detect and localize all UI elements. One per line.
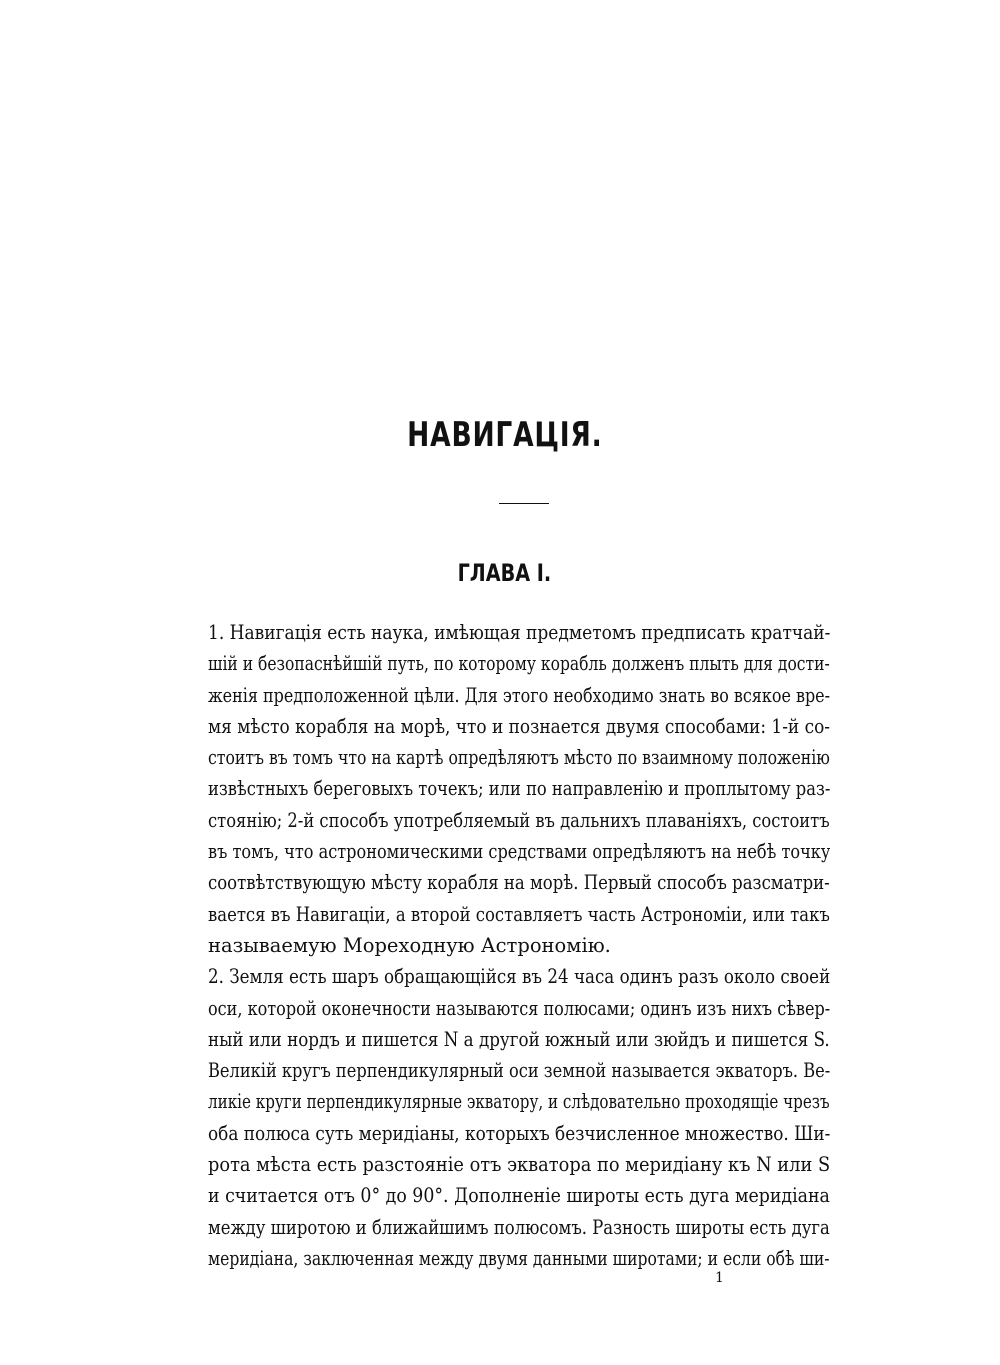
text-line: меридіана, заключенная между двумя данными широтами; и если обѣ ши- <box>208 1246 830 1270</box>
text-line: 2. Земля есть шаръ обращающійся въ 24 часа одинъ разъ около своей <box>208 965 830 989</box>
text-line: оба полюса суть меридіаны, которыхъ безчисленное множество. Ши- <box>208 1121 830 1145</box>
text-line: рота мѣста есть разстояніе отъ экватора по меридіану къ N или S <box>208 1153 830 1177</box>
text-line: соотвѣтствующую мѣсту корабля на морѣ. Первый способъ разсматри- <box>208 871 830 895</box>
text-line: Великій кругъ перпендикулярный оси земной называется экваторъ. Ве- <box>208 1059 830 1083</box>
text-line: извѣстныхъ береговыхъ точекъ; или по направленію и проплытому раз- <box>208 777 830 801</box>
text-line: стоитъ въ томъ что на картѣ опредѣляютъ мѣсто по взаимному положенію <box>208 746 830 770</box>
text-line: шій и безопаснѣйшій путь, по которому корабль долженъ плыть для дости- <box>208 652 830 676</box>
text-line: женія предположенной цѣли. Для этого необходимо знать во всякое вре- <box>208 683 830 707</box>
body-text <box>208 617 830 1274</box>
text-line: вается въ Навигаціи, а второй составляетъ часть Астрономіи, или такъ <box>208 902 830 926</box>
text-line: между широтою и ближайшимъ полюсомъ. Разность широты есть дуга <box>208 1215 830 1239</box>
chapter-heading: ГЛАВА I. <box>457 559 552 587</box>
text-line: ный или нордъ и пишется N а другой южный или зюйдъ и пишется S. <box>208 1027 830 1051</box>
text-line: ликіе круги перпендикулярные экватору, и слѣдовательно проходящіе чрезъ <box>208 1090 830 1114</box>
title-divider <box>499 503 549 504</box>
text-line: въ томъ, что астрономическими средствами опредѣляютъ на небѣ точку <box>208 840 830 864</box>
text-line: 1. Навигація есть наука, имѣющая предметомъ предписать кратчай- <box>208 621 830 644</box>
text-line: и считается отъ 0° до 90°. Дополненіе широты есть дуга меридіана <box>208 1184 830 1208</box>
page-title: НАВИГАЦІЯ. <box>407 415 603 455</box>
page-number: 1 <box>715 1270 724 1286</box>
text-line: мя мѣсто корабля на морѣ, что и познается двумя способами: 1-й со- <box>208 714 830 738</box>
text-line: стоянію; 2-й способъ употребляемый въ дальнихъ плаваніяхъ, состоитъ <box>208 808 830 832</box>
text-line: оси, которой оконечности называются полюсами; одинъ изъ нихъ сѣвер- <box>208 996 830 1020</box>
text-line: называемую Мореходную Астрономію. <box>208 933 611 957</box>
